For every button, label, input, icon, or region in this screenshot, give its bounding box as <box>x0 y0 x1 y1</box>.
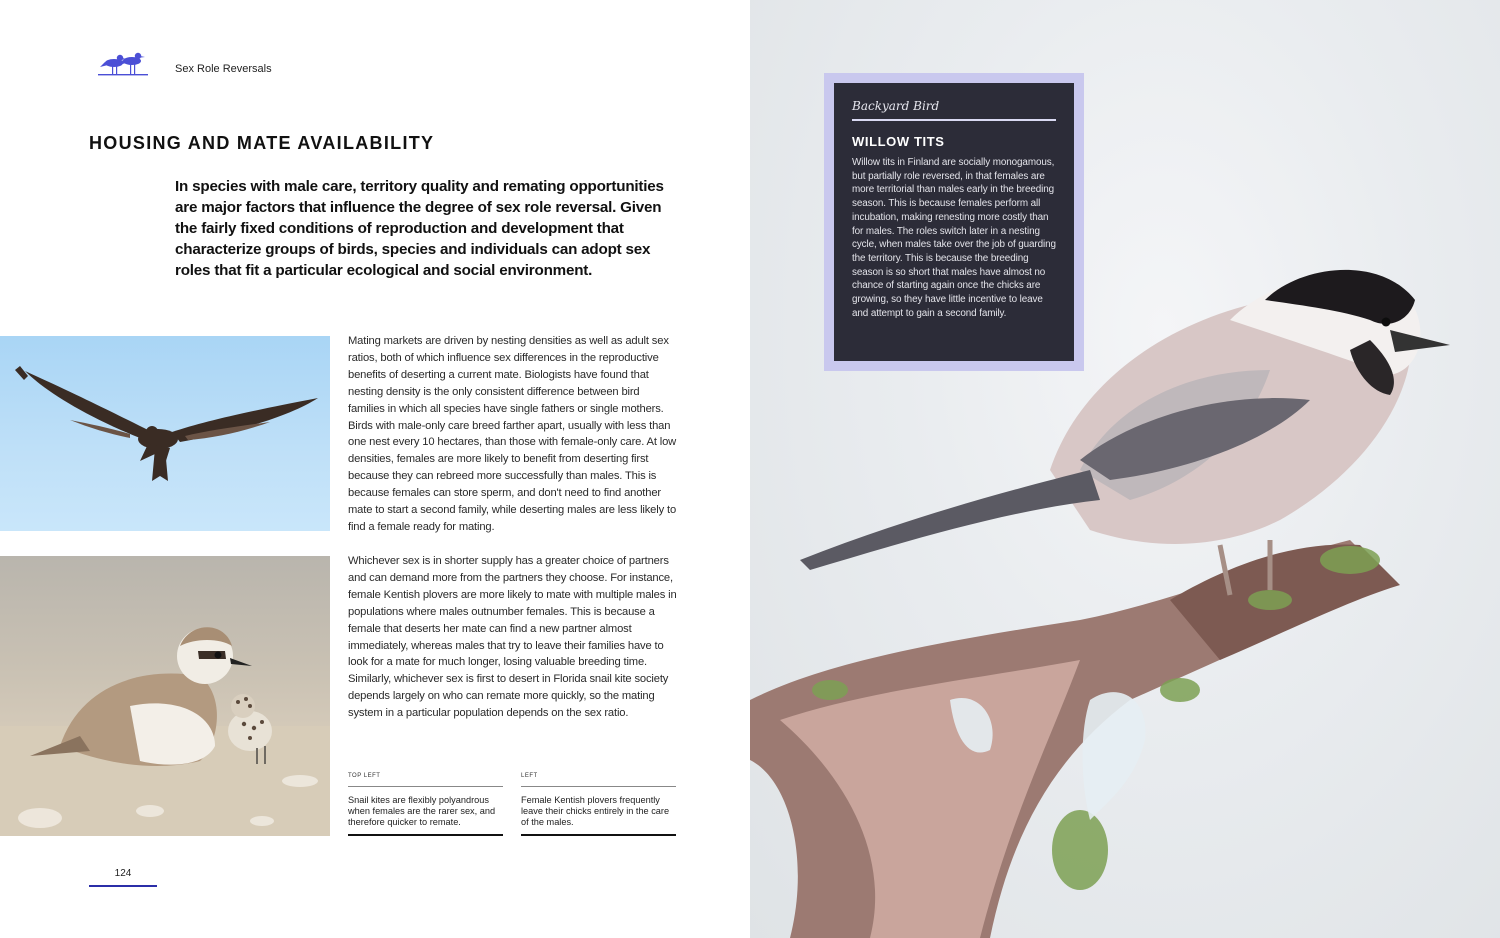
page-number: 124 <box>89 868 157 887</box>
sidebar-title: WILLOW TITS <box>852 134 945 149</box>
body-paragraph-1: Mating markets are driven by nesting densities as well as adult sex ratios, both of which influence sex differences in the reproductive benefits of deserting a current mate. Biologists have found that nesting density is the only consistent difference between bird families in which all species have single fathers or single mothers. Birds with male-only care breed farther apart, usually with less than one nest every 10 hectares, than those with female-only care. At low densities, females are more likely to benefit from deserting first because they can rebreed more successfully than males. This is because females can store sperm, and don't need to find another mate to start a second family, while deserting males are less likely to find a female ready for mating. <box>348 335 677 533</box>
caption-text: Female Kentish plovers frequently leave their chicks entirely in the care of the males. <box>521 787 676 836</box>
caption-top-left <box>348 773 503 836</box>
sidebar-text: Willow tits in Finland are socially monogamous, but partially role reversed, in that females are more territorial than males early in the breeding season. This is because females perform all incubation, making renesting more costly than for males. The roles switch later in a nesting cycle, when males take over the job of guarding the territory. This is because the breeding season is so short that males have almost no chance of starting again once the chicks are growing, so they have little incentive to leave and attempt to gain a second family. <box>852 157 1056 319</box>
snail-kite-photo <box>0 336 330 531</box>
section-heading: HOUSING AND MATE AVAILABILITY <box>89 133 435 153</box>
caption-left <box>521 773 676 836</box>
sidebar-panel <box>834 83 1074 361</box>
two-plovers-logo-icon <box>98 50 148 78</box>
sidebar-kicker: Backyard Bird <box>852 99 1056 121</box>
sidebar-box <box>824 73 1084 371</box>
kentish-plover-photo <box>0 556 330 836</box>
body-paragraph-2: Whichever sex is in shorter supply has a greater choice of partners and can demand more from the partners they choose. For instance, female Kentish plovers are more likely to mate with multiple males in populations where males outnumber females. This is because a female that deserts her mate can find a new partner almost immediately, whereas males that try to leave their families have to look for a mate for much longer, losing valuable breeding time. Similarly, whichever sex is first to desert in Florida snail kite society depends largely on who can remate more quickly, so the mating system in a particular population depends on the sex ratio. <box>348 555 677 720</box>
caption-label: LEFT <box>521 773 676 787</box>
caption-label: TOP LEFT <box>348 773 503 787</box>
caption-text: Snail kites are flexibly polyandrous when females are the rarer sex, and therefore quicker to remate. <box>348 787 503 836</box>
running-head: Sex Role Reversals <box>175 63 272 75</box>
intro-paragraph: In species with male care, territory quality and remating opportunities are major factors that influence the degree of sex role reversal. Given the fairly fixed conditions of reproduction and development that characterize groups of birds, species and individuals can adopt sex roles that fit a particular ecological and social environment. <box>175 178 664 279</box>
